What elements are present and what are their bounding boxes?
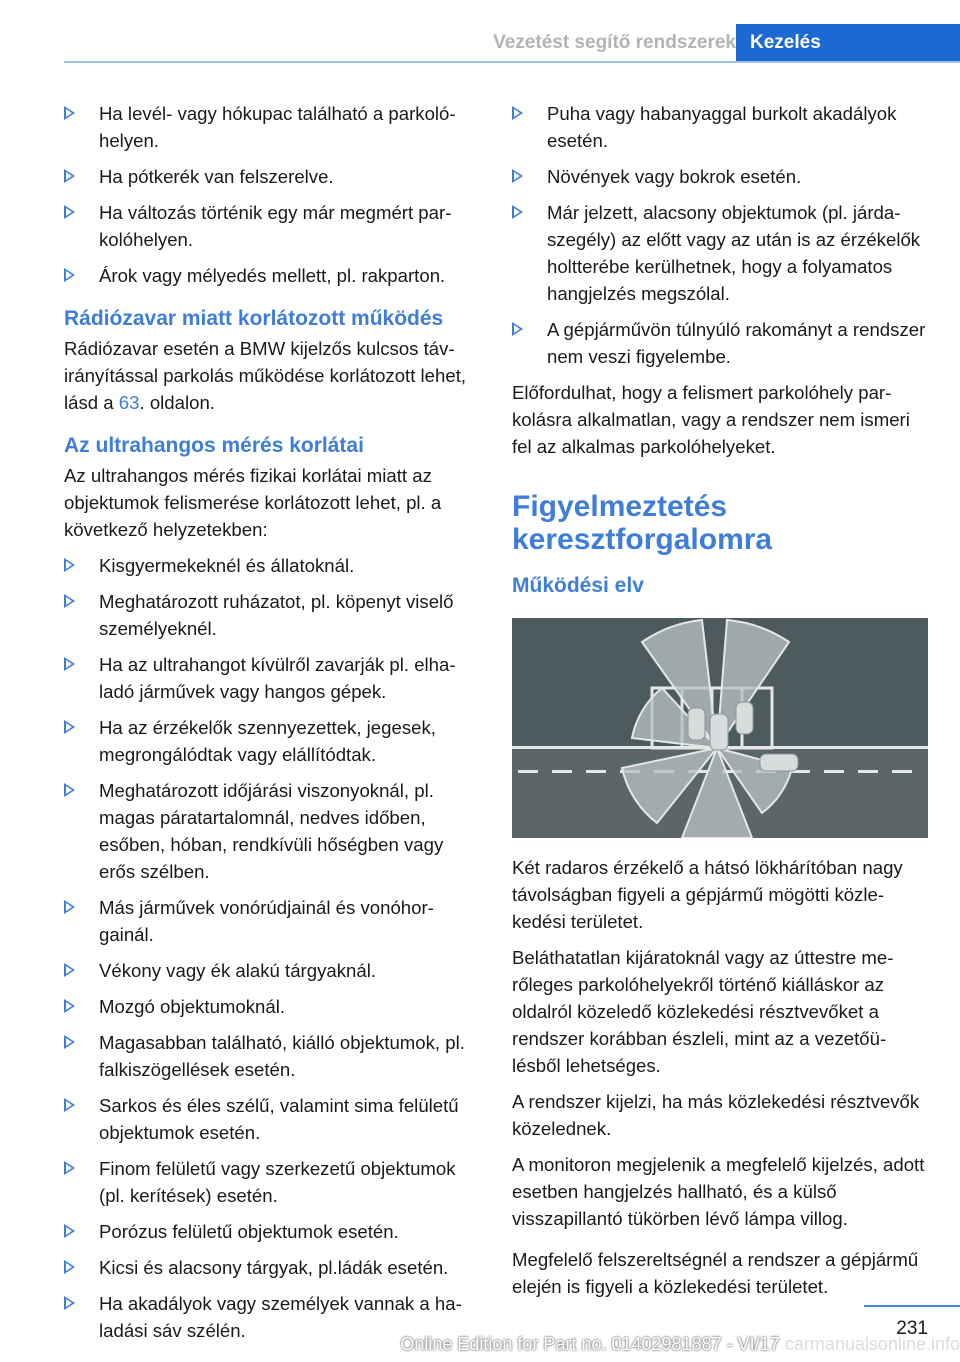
section-title: Vezetést segítő rendszerek [493, 32, 736, 53]
list-item: Puha vagy habanyaggal burkolt akadályok esetén. [512, 100, 928, 154]
list-item: A gépjárművön túlnyúló rakományt a rendszer nem veszi figyelembe. [512, 316, 928, 370]
bullet-triangle-icon [512, 322, 523, 336]
list-item: Vékony vagy ék alakú tárgyaknál. [64, 957, 480, 984]
bullet-triangle-icon [64, 1224, 75, 1238]
bullet-triangle-icon [64, 169, 75, 183]
page-number: 231 [896, 1318, 928, 1339]
bullet-triangle-icon [64, 1161, 75, 1175]
bullet-triangle-icon [64, 1260, 75, 1274]
list-item: Kicsi és alacsony tárgyak, pl.ládák esetén. [64, 1254, 480, 1281]
cross-traffic-title: Figyelmeztetés keresztforgalomra [512, 490, 773, 556]
front-monitoring-text: Megfelelő felszereltségnél a rendszer a gépjármű elején is figyeli a közlekedési területet. [512, 1249, 919, 1297]
ultrasonic-limits-heading: Az ultrahangos mérés korlátai [64, 434, 364, 457]
list-item: Árok vagy mélyedés mellett, pl. rakparton. [64, 262, 480, 289]
chapter-tab: Kezelés [736, 24, 960, 62]
bullet-triangle-icon [512, 205, 523, 219]
bullet-triangle-icon [64, 963, 75, 977]
bullet-triangle-icon [64, 900, 75, 914]
list-item: Kisgyermekeknél és állatoknál. [64, 552, 480, 579]
list-item: Ha pótkerék van felszerelve. [64, 163, 480, 190]
bullet-triangle-icon [64, 594, 75, 608]
footer-divider [864, 1305, 960, 1307]
page-header [0, 0, 960, 62]
list-item: Más járművek vonórúdjainál és vonóhorgainál. [64, 894, 480, 948]
list-item: Magasabban található, kiálló objektumok, pl. falkiszögellések esetén. [64, 1029, 480, 1083]
radio-interference-text: Rádiózavar esetén a BMW kijelzős kulcsos távirányítással parkolás működése korlátozott lehet, lásd a 63. oldalon. [64, 338, 467, 413]
list-item: Meghatározott időjárási viszonyoknál, pl. magas páratartalomnál, nedves időben, esőben, hóban, rendkívüli hőségben vagy erős szélben. [64, 777, 480, 885]
bullet-triangle-icon [512, 106, 523, 120]
unsuitable-spot-text: Előfordulhat, hogy a felismert parkolóhely parkolásra alkalmatlan, vagy a rendszer nem ismeri fel az alkalmas parkolóhelyeket. [512, 382, 910, 457]
list-item: Ha akadályok vagy személyek vannak a haladási sáv szélén. [64, 1290, 480, 1344]
radio-interference-heading: Rádiózavar miatt korlátozott működés [64, 307, 444, 330]
cross-traffic-illustration [512, 618, 928, 838]
list-item: Porózus felületű objektumok esetén. [64, 1218, 480, 1245]
left-column [64, 100, 480, 1353]
edition-note: Online Edition for Part no. 01402981887 - VI/17 [400, 1334, 780, 1354]
bullet-triangle-icon [64, 657, 75, 671]
list-item: Meghatározott ruházatot, pl. köpenyt viselő személyeknél. [64, 588, 480, 642]
bullet-triangle-icon [64, 106, 75, 120]
operating-principle-heading: Működési elv [512, 574, 644, 597]
list-item: Már jelzett, alacsony objektumok (pl. járdaszegély) az előtt vagy az után is az érzékelők holtterébe kerülhetnek, hogy a folyamatos hangjelzés megszólal. [512, 199, 928, 307]
ultrasonic-limits-list [64, 552, 480, 1344]
bullet-triangle-icon [512, 169, 523, 183]
list-item: Finom felületű vagy szerkezetű objektumok (pl. kerítések) esetén. [64, 1155, 480, 1209]
bullet-triangle-icon [64, 268, 75, 282]
list-item: Sarkos és éles szélű, valamint sima felületű objektumok esetén. [64, 1092, 480, 1146]
approach-indicator-text: A rendszer kijelzi, ha más közlekedési résztvevők közelednek. [512, 1091, 920, 1139]
radar-sensors-text: Két radaros érzékelő a hátsó lökhárítóban nagy távolságban figyeli a gépjármű mögötti közlekedési területet. [512, 857, 903, 932]
ultrasonic-limits-text: Az ultrahangos mérés fizikai korlátai miatt az objektumok felismerése korlátozott lehet, pl. a következő helyzetekben: [64, 465, 442, 540]
parking-limits-list [64, 100, 480, 289]
right-column [512, 100, 928, 1309]
bullet-triangle-icon [64, 1296, 75, 1310]
list-item: Mozgó objektumoknál. [64, 993, 480, 1020]
obstacle-list [512, 100, 928, 370]
page-link[interactable]: 63 [118, 392, 140, 413]
bullet-triangle-icon [64, 1035, 75, 1049]
bullet-triangle-icon [64, 783, 75, 797]
bullet-triangle-icon [64, 1098, 75, 1112]
bullet-triangle-icon [64, 999, 75, 1013]
bullet-triangle-icon [64, 720, 75, 734]
bullet-triangle-icon [64, 558, 75, 572]
list-item: Ha az érzékelők szennyezettek, jegesek, megrongálódtak vagy elállítódtak. [64, 714, 480, 768]
header-divider [64, 61, 960, 63]
monitor-display-text: A monitoron megjelenik a megfelelő kijelzés, adott esetben hangjelzés hallható, és a külső visszapillantó tükörben lévő lámpa villog. [512, 1154, 925, 1229]
list-item: Ha változás történik egy már megmért parkolóhelyen. [64, 199, 480, 253]
watermark: carmanualsonline.info [784, 1334, 960, 1354]
list-item: Ha levél- vagy hókupac található a parkolóhelyen. [64, 100, 480, 154]
early-detection-text: Beláthatatlan kijáratoknál vagy az úttestre merőleges parkolóhelyekről történő kiálláskor az oldalról közeledő közlekedési résztvevőket a rendszer korábban észleli, mint az a vezetőülésből lehetséges. [512, 947, 894, 1076]
list-item: Ha az ultrahangot kívülről zavarják pl. elhaladó járművek vagy hangos gépek. [64, 651, 480, 705]
bullet-triangle-icon [64, 205, 75, 219]
list-item: Növények vagy bokrok esetén. [512, 163, 928, 190]
